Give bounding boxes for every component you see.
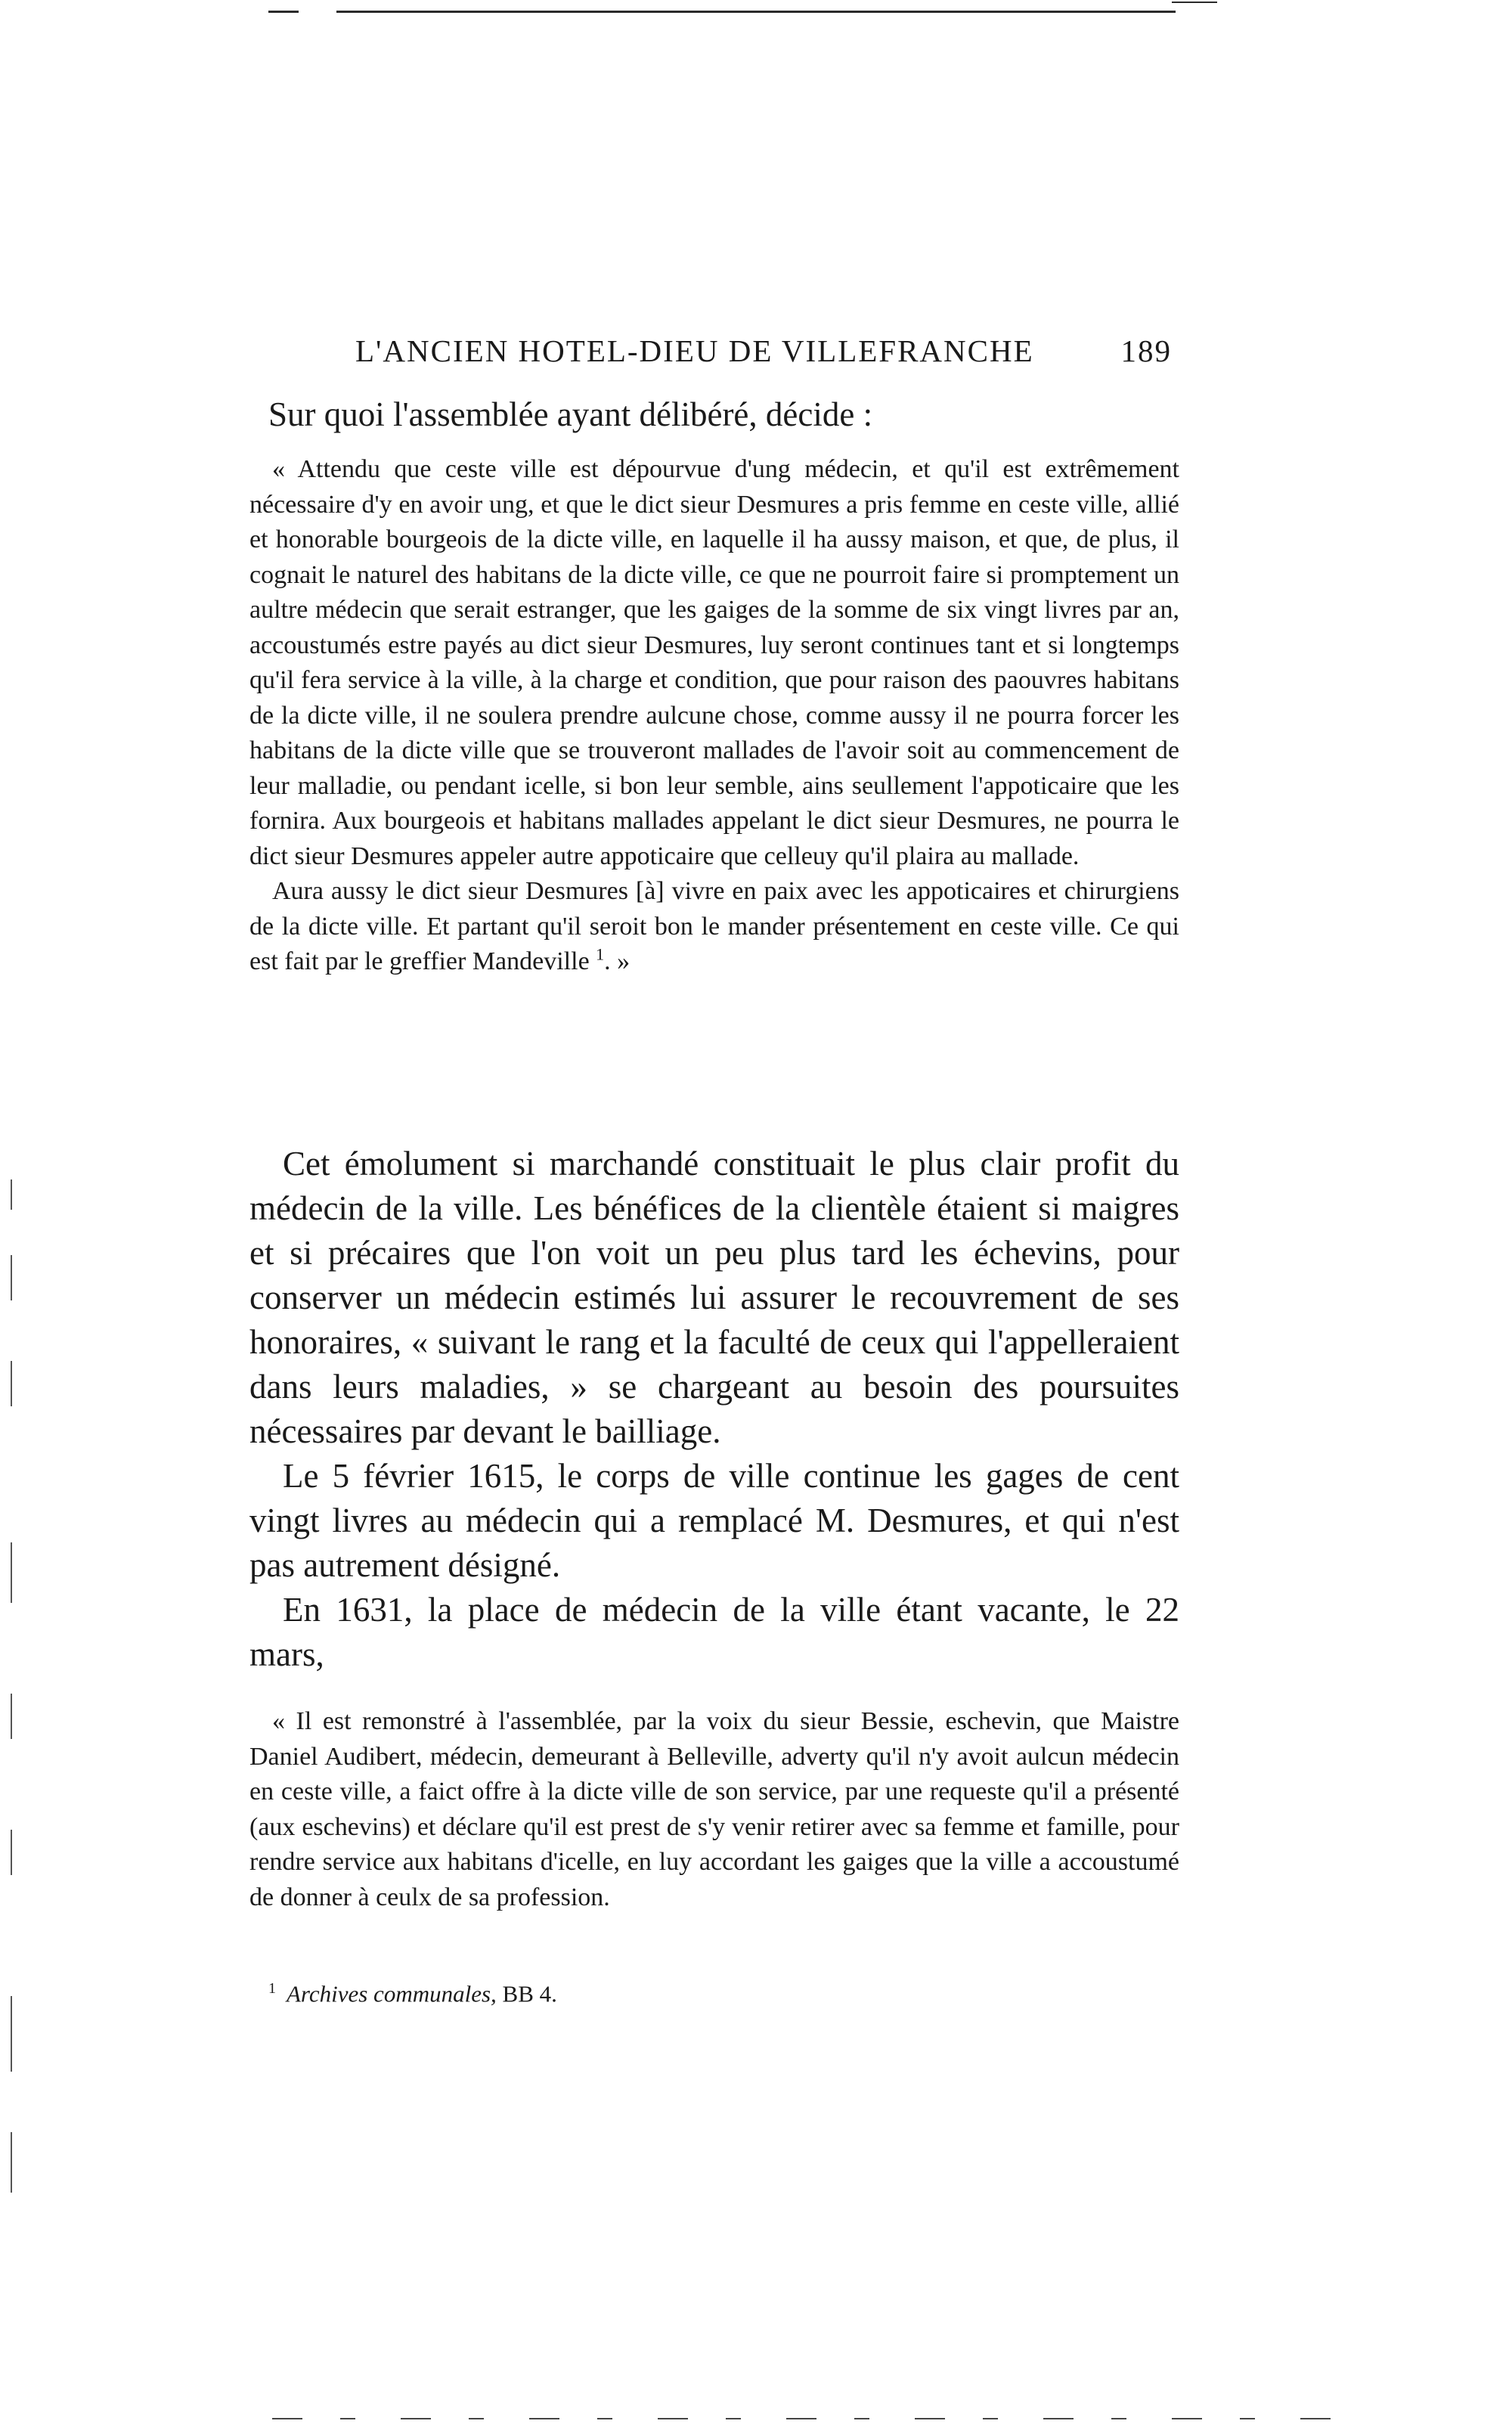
quote-paragraph: « Attendu que ceste ville est dépourvue d'ung médecin, et qu'il est extrêmement nécessaire d'y en avoir ung, et que le dict sieur Desmures a pris femme en ceste ville, allié et honorable bourgeois de la dicte ville, en laquelle il ha aussy maison, et que, de plus, il cognait le naturel des habitans de la dicte ville, ce que ne pourroit faire si promptement un aultre médecin que serait estranger, que les gaiges de la somme de six vingt livres par an, accoustumés estre payés au dict sieur Desmures, luy seront continues tant et si longtemps qu'il fera service à la ville, à la charge et condition, que pour raison des paouvres habitans de la dicte ville, il ne soulera prendre aulcune chose, comme aussy il ne pourra forcer les habitans de la dicte ville que se trouveront mallades de l'avoir soit au commencement de leur malladie, ou pendant icelle, si bon leur semble, ains seullement l'appoticaire que les fornira. Aux bourgeois et habitans mallades appelant le dict sieur Desmures, ne pourra le dict sieur Desmures appeler autre appoticaire que celleuy qu'il plaira au mallade.: [249, 455, 1179, 870]
left-edge-mark: [11, 1542, 12, 1603]
scan-bottom-noise: [272, 2418, 1368, 2419]
left-edge-mark: [11, 2132, 12, 2193]
body-paragraph: En 1631, la place de médecin de la ville étant vacante, le 22 mars,: [249, 1591, 1179, 1673]
archival-quotation-2: [249, 1704, 1179, 1915]
running-header: [355, 333, 1172, 378]
quote-paragraph: « Il est remonstré à l'assemblée, par la voix du sieur Bessie, eschevin, que Maistre Daniel Audibert, médecin, demeurant à Belleville, adverty qu'il n'y avoit aulcun médecin en ceste ville, a faict offre à la dicte ville de son service, par une requeste qu'il a présenté (aux eschevins) et déclare qu'il est prest de s'y venir retirer avec sa femme et famille, pour rendre service aux habitans d'icelle, en luy accordant les gaiges que la ville a accoustumé de donner à ceulx de sa profession.: [249, 1707, 1179, 1911]
scan-top-rule-short: [268, 11, 299, 13]
quote-closing: . »: [604, 947, 631, 975]
footnote-reference[interactable]: 1: [596, 944, 605, 964]
footnote-source: Archives communales,: [287, 1980, 497, 2007]
archival-quotation: [249, 452, 1179, 980]
quote-paragraph-text: Aura aussy le dict sieur Desmures [à] vivre en paix avec les appoticaires et chirurgiens de la dicte ville. Et partant qu'il seroit bon le mander présentement en ceste ville. Ce qui est fait par le greffier Mandeville: [249, 877, 1179, 975]
left-edge-mark: [11, 1255, 12, 1300]
page-number: 189: [1120, 333, 1172, 368]
scan-top-rule-right: [1172, 2, 1217, 3]
footnote-reference-text: BB 4.: [502, 1980, 557, 2007]
left-edge-mark: [11, 1830, 12, 1875]
body-paragraph: Le 5 février 1615, le corps de ville continue les gages de cent vingt livres au médecin qui a remplacé M. Desmures, et qui n'est pas autrement désigné.: [249, 1457, 1179, 1584]
footnote-marker: 1: [268, 1980, 276, 1997]
running-title: L'ANCIEN HOTEL-DIEU DE VILLEFRANCHE: [355, 333, 1034, 368]
body-paragraph: Cet émolument si marchandé constituait le plus clair profit du médecin de la ville. Les bénéfices de la clientèle étaient si maigres et si précaires que l'on voit un peu plus tard les échevins, pour conserver un médecin estimés lui assurer le recouvrement de ses honoraires, « suivant le rang et la faculté de ceux qui l'appelleraient dans leurs maladies, » se chargeant au besoin des poursuites nécessaires par devant le bailliage.: [249, 1145, 1179, 1450]
left-edge-mark: [11, 1996, 12, 2072]
footnote: [268, 1973, 557, 2009]
lead-text: Sur quoi l'assemblée ayant délibéré, décide :: [268, 395, 873, 433]
scan-top-rule: [336, 11, 1176, 13]
body-text: [249, 1142, 1179, 1677]
quote-paragraph-last: [249, 874, 1179, 980]
lead-sentence: [249, 393, 1179, 435]
left-edge-mark: [11, 1361, 12, 1406]
left-edge-mark: [11, 1179, 12, 1210]
left-edge-mark: [11, 1694, 12, 1739]
